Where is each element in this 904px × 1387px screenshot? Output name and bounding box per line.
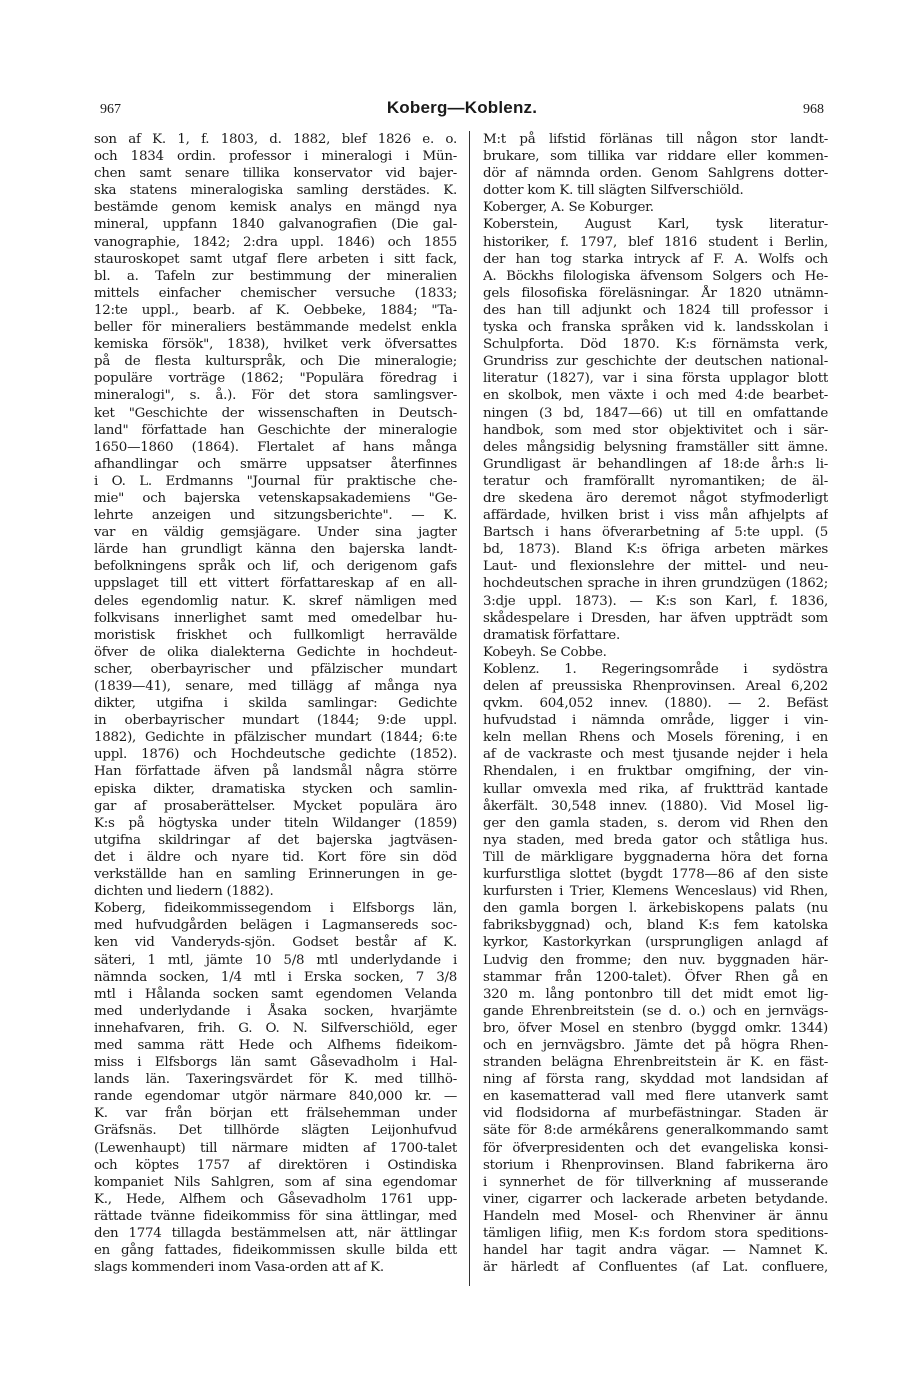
text-line: uppl. 1876) och Hochdeutsche gedichte (1852).	[94, 747, 457, 763]
text-line: scher, oberbayrischer und pfälzischer mundart	[94, 661, 457, 677]
text-line: bestämde genom kemisk analys en mängd nya	[94, 200, 457, 216]
text-line: kemiska försök", 1838), hvilket verk öfversattes	[94, 337, 457, 353]
text-line: Kobeyh. Se Cobbe.	[483, 644, 607, 660]
text-line: chen samt senare tillika konservator vid bajer-	[94, 166, 457, 182]
text-line: utgifna skildringar af det bajerska jagtväsen-	[94, 832, 457, 848]
text-line: vanographie, 1842; 2:dra uppl. 1846) och 1855	[94, 234, 457, 250]
text-line: gels filosofiska föreläsningar. År 1820 utnämn-	[483, 285, 828, 301]
text-line: befolkningens språk och lif, och derigenom gafs	[94, 559, 457, 575]
text-line: stammar från 1200-talet). Öfver Rhen gå en	[483, 969, 828, 985]
text-line: ger den gamla staden, s. derom vid Rhen den	[483, 815, 828, 831]
text-line: mie" och bajerska vetenskapsakademiens "Ge-	[94, 490, 457, 506]
text-line: bd, 1873). Bland K:s öfriga arbeten märkes	[483, 542, 828, 558]
text-line: K:s på högtyska under titeln Wildanger (1859)	[94, 815, 457, 831]
text-line: populäre vorträge (1862; "Populära föredrag i	[94, 371, 457, 387]
text-line: moristisk friskhet och fullkomligt herravälde	[94, 627, 457, 643]
running-head: Koberg—Koblenz.	[386, 98, 538, 117]
text-line: var en väldig gemsjägare. Under sina jagter	[94, 525, 457, 541]
text-line: i synnerhet de för tillverkning af musserande	[483, 1174, 828, 1190]
text-line: kurfurstliga slottet (bygdt 1778—86 af den siste	[483, 867, 828, 883]
text-line: med underlydande i Åsaka socken, hvarjämte	[94, 1003, 457, 1019]
text-line: en gång fattades, fideikommissen skulle bilda ett	[94, 1243, 457, 1259]
text-line: lärde han grundligt känna den bajerska landt-	[94, 542, 457, 558]
text-line: en kasematterad vall med flere utanverk samt	[483, 1089, 828, 1105]
page-number-left: 967	[100, 102, 121, 117]
text-line: ket "Geschichte der wissenschaften in Deutsch-	[94, 405, 457, 421]
text-line: kurfursten i Trier, Klemens Wenceslaus) vid Rhen,	[483, 884, 828, 900]
text-line: på de flesta kulturspråk, och Die mineralogie;	[94, 354, 457, 370]
text-line: K. var från början ett frälsehemman under	[94, 1106, 457, 1122]
text-line: Rhendalen, i en fruktbar omgifning, der vin-	[483, 764, 828, 780]
text-line: och 1834 ordin. professor i mineralogi i Mün-	[94, 149, 457, 165]
text-line: handbok, som med stor objektivitet och i sär-	[483, 422, 828, 438]
text-line: son af K. 1, f. 1803, d. 1882, blef 1826 e. o.	[94, 132, 457, 147]
text-line: Schulpforta. Död 1870. K:s förnämsta verk,	[483, 337, 828, 353]
text-line: åkerfält. 30,548 innev. (1880). Vid Mosel lig-	[483, 798, 828, 814]
text-line: för öfverpresidenten och det evangeliska konsi-	[483, 1140, 828, 1156]
text-line: den gamla borgen l. ärkebiskopens palats (nu	[483, 901, 828, 917]
text-line: och en jernvägsbro. Jämte det på högra Rhen-	[483, 1037, 828, 1053]
text-line: dotter kom K. till slägten Silfverschiöld.	[483, 183, 744, 199]
text-line: Koberg, fideikommissegendom i Elfsborgs län,	[94, 901, 457, 917]
text-line: kompaniet Nils Sahlgren, som af sina egendomar	[94, 1174, 457, 1190]
text-line: M:t på lifstid förlänas till någon stor landt-	[483, 132, 828, 147]
text-line: Koberger, A. Se Koburger.	[483, 200, 654, 216]
text-line: K., Hede, Alfhem och Gåsevadholm 1761 upp-	[94, 1191, 457, 1207]
text-line: ska statens mineralogiska samling derstädes. K.	[94, 183, 457, 199]
text-line: viner, cigarrer och lackerade arbeten betydande.	[483, 1191, 828, 1207]
text-line: Handeln med Mosel- och Rhenviner är ännu	[483, 1208, 828, 1224]
text-line: Laut- und flexionslehre der mittel- und neu-	[483, 559, 828, 575]
text-line: A. Böckhs filologiska äfvensom Solgers och He-	[483, 268, 828, 284]
text-line: (Lewenhaupt) till närmare midten af 1700-talet	[94, 1140, 457, 1156]
text-line: Koberstein, August Karl, tysk literatur-	[483, 217, 828, 233]
text-line: 320 m. lång pontonbro till det midt emot lig-	[483, 986, 828, 1002]
text-line: Koblenz. 1. Regeringsområde i sydöstra	[483, 661, 828, 677]
text-line: mineral, uppfann 1840 galvanografien (Die gal-	[94, 217, 457, 233]
text-line: nya staden, med breda gator och ståtliga hus.	[483, 832, 828, 848]
page-number-right: 968	[803, 102, 824, 117]
text-line: (1839—41), senare, med tillägg af många nya	[94, 679, 457, 694]
text-line: är härledt af Confluentes (af Lat. confluere,	[483, 1260, 828, 1276]
text-line: bl. a. Tafeln zur bestimmung der mineralien	[94, 268, 457, 284]
text-line: lands län. Taxeringsvärdet för K. med tillhö-	[94, 1072, 457, 1088]
text-line: ken vid Vanderyds-sjön. Godset består af K.	[94, 935, 457, 951]
text-line: den 1774 tillagda bestämmelsen att, när ättlingar	[94, 1226, 457, 1241]
text-line: qvkm. 604,052 innev. (1880). — 2. Befäst	[483, 696, 828, 712]
text-line: storium i Rhenprovinsen. Bland fabrikerna äro	[483, 1157, 828, 1173]
text-line: historiker, f. 1797, blef 1816 student i Berlin,	[483, 234, 828, 250]
text-line: ningen (3 bd, 1847—66) ut till en omfattande	[483, 405, 828, 421]
text-line: handel har tagit andra vägar. — Namnet K.	[483, 1243, 828, 1259]
text-line: med hufvudgården belägen i Lagmansereds soc-	[94, 918, 457, 934]
text-line: Till de märkligare byggnaderna höra det forna	[483, 849, 828, 865]
text-line: mtl i Hålanda socken samt egendomen Velanda	[94, 986, 457, 1002]
text-line: dramatisk författare.	[483, 627, 620, 643]
text-line: hochdeutschen sprache in ihren grundzügen (1862;	[483, 576, 828, 592]
text-line: teratur och framförallt nyromantiken; de äl-	[483, 473, 828, 489]
text-line: dichten und liedern (1882).	[94, 884, 274, 900]
text-line: med samma rätt Hede och Alfhems fideikom-	[94, 1037, 457, 1053]
text-line: innehafvaren, frih. G. O. N. Silfverschiöld, eger	[94, 1020, 457, 1036]
text-line: deles egendomlig natur. K. skref nämligen med	[94, 593, 457, 609]
text-line: afhandlingar och smärre uppsatser återfinnes	[94, 456, 457, 472]
text-line: Bartsch i hans öfverarbetning af 5:te uppl. (5	[483, 525, 828, 541]
text-line: det i äldre och nyare tid. Kort före sin död	[94, 849, 457, 865]
text-line: tyska och franska språken vid k. landsskolan i	[483, 320, 828, 336]
text-line: kullar omvexla med rika, af fruktträd kantade	[483, 781, 828, 797]
text-line: des han till adjunkt och 1824 till professor i	[483, 302, 828, 318]
text-line: Grundligast är behandlingen af 18:de årh:s li-	[483, 456, 828, 472]
text-line: rande egendomar utgör närmare 840,000 kr. —	[94, 1089, 457, 1105]
text-line: i O. L. Erdmanns "Journal für praktische che-	[94, 473, 457, 489]
text-line: gar af prosaberättelser. Mycket populära äro	[94, 798, 457, 814]
text-line: kyrkor, Kastorkyrkan (ursprungligen anlagd af	[483, 935, 828, 951]
right-column	[483, 131, 828, 1276]
text-line: slags kommenderi inom Vasa-orden att af K.	[94, 1260, 384, 1276]
text-line: folkvisans innerlighet samt med omedelbar hu-	[94, 610, 457, 626]
text-line: ning af första rang, skyddad mot landsidan af	[483, 1072, 828, 1088]
text-line: brukare, som tillika var riddare eller kommen-	[483, 149, 828, 165]
text-line: dre skedena äro deremot något styfmoderligt	[483, 490, 828, 506]
text-line: Gräfsnäs. Det tillhörde slägten Leijonhufvud	[94, 1123, 457, 1139]
text-line: hufvudstad i nämnda område, ligger i vin-	[483, 713, 828, 729]
text-line: affärdade, hvilken brist i viss mån afhjelpts af	[483, 508, 828, 524]
text-line: 3:dje uppl. 1873). — K:s son Karl, f. 1836,	[483, 593, 828, 609]
text-line: dikter, utgifna i skilda samlingar: Gedichte	[94, 696, 457, 712]
text-line: keln mellan Rhens och Mosels förening, i en	[483, 730, 828, 746]
text-line: deles mångsidig belysning framställer sitt ämne.	[483, 439, 828, 455]
text-line: 12:te uppl., bearb. af K. Oebbeke, 1884; "Ta-	[94, 302, 457, 318]
text-line: 1882), Gedichte in pfälzischer mundart (1844; 6:te	[94, 730, 457, 746]
text-line: 1650—1860 (1864). Flertalet af hans många	[94, 439, 457, 455]
text-line: af de vackraste och mest tjusande nejder i hela	[483, 747, 828, 763]
text-line: säte för 8:de armékårens generalkommando samt	[483, 1123, 828, 1139]
text-line: säteri, 1 mtl, jämte 10 5/8 mtl underlydande i	[94, 952, 457, 968]
text-line: vid flodsidorna af murbefästningar. Staden är	[483, 1106, 828, 1122]
text-line: Han författade äfven på landsmål några större	[94, 764, 457, 780]
text-line: mineralogi", s. å.). För det stora samlingsver-	[94, 388, 457, 404]
text-line: bro, öfver Mosel en stenbro (byggd omkr. 1344)	[483, 1020, 828, 1036]
text-line: episka dikter, dramatiska stycken och samlin-	[94, 781, 457, 797]
text-line: Grundriss zur geschichte der deutschen national-	[483, 354, 828, 370]
text-line: land" författade han Geschichte der mineralogie	[94, 422, 457, 438]
text-line: literatur (1827), var i sina första upplagor blott	[483, 371, 828, 387]
text-line: lehrte anzeigen und sitzungsberichte". — K.	[94, 508, 457, 524]
text-line: uppslaget till ett vittert författareskap af en all-	[94, 576, 457, 592]
text-line: skådespelare i Dresden, har äfven uppträdt som	[483, 610, 828, 626]
left-column	[94, 131, 457, 1276]
text-line: dör af nämnda orden. Genom Sahlgrens dotter-	[483, 166, 828, 182]
text-line: nämnda socken, 1/4 mtl i Erska socken, 7 3/8	[94, 969, 457, 985]
text-line: gande Ehrenbreitstein (se d. o.) och en jernvägs-	[483, 1003, 828, 1019]
text-line: delen af preussiska Rhenprovinsen. Areal 6,202	[483, 679, 828, 694]
text-line: stranden belägna Ehrenbreitstein är K. en fäst-	[483, 1055, 828, 1071]
text-line: der han tog starka intryck af F. A. Wolfs och	[483, 251, 828, 267]
text-line: en skolbok, men växte i och med 4:de bearbet-	[483, 388, 828, 404]
text-line: och köptes 1757 af direktören i Ostindiska	[94, 1157, 457, 1173]
text-line: stauroskopet samt utgaf flere arbeten i sitt fack,	[94, 251, 457, 267]
text-line: miss i Elfsborgs län samt Gåsevadholm i Hal-	[94, 1055, 457, 1071]
page-header	[100, 98, 824, 122]
text-line: Ludvig den fromme; den nuv. byggnaden här-	[483, 952, 828, 968]
text-line: fabriksbyggnad) och, bland K:s fem katolska	[483, 918, 828, 934]
text-line: tämligen lifiig, men K:s fordom stora speditions-	[483, 1226, 828, 1241]
text-line: mittels einfacher chemischer versuche (1833;	[94, 285, 457, 301]
text-line: in oberbayrischer mundart (1844; 9:de uppl.	[94, 713, 457, 729]
text-line: verkställde han en samling Erinnerungen in ge-	[94, 867, 457, 883]
text-line: rättade tvänne fideikommiss för sina ättlingar, med	[94, 1208, 457, 1224]
text-line: öfver de olika dialekterna Gedichte in hochdeut-	[94, 644, 457, 660]
column-divider	[469, 131, 470, 1286]
text-line: beller för mineraliers bestämmande medelst enkla	[94, 320, 457, 336]
